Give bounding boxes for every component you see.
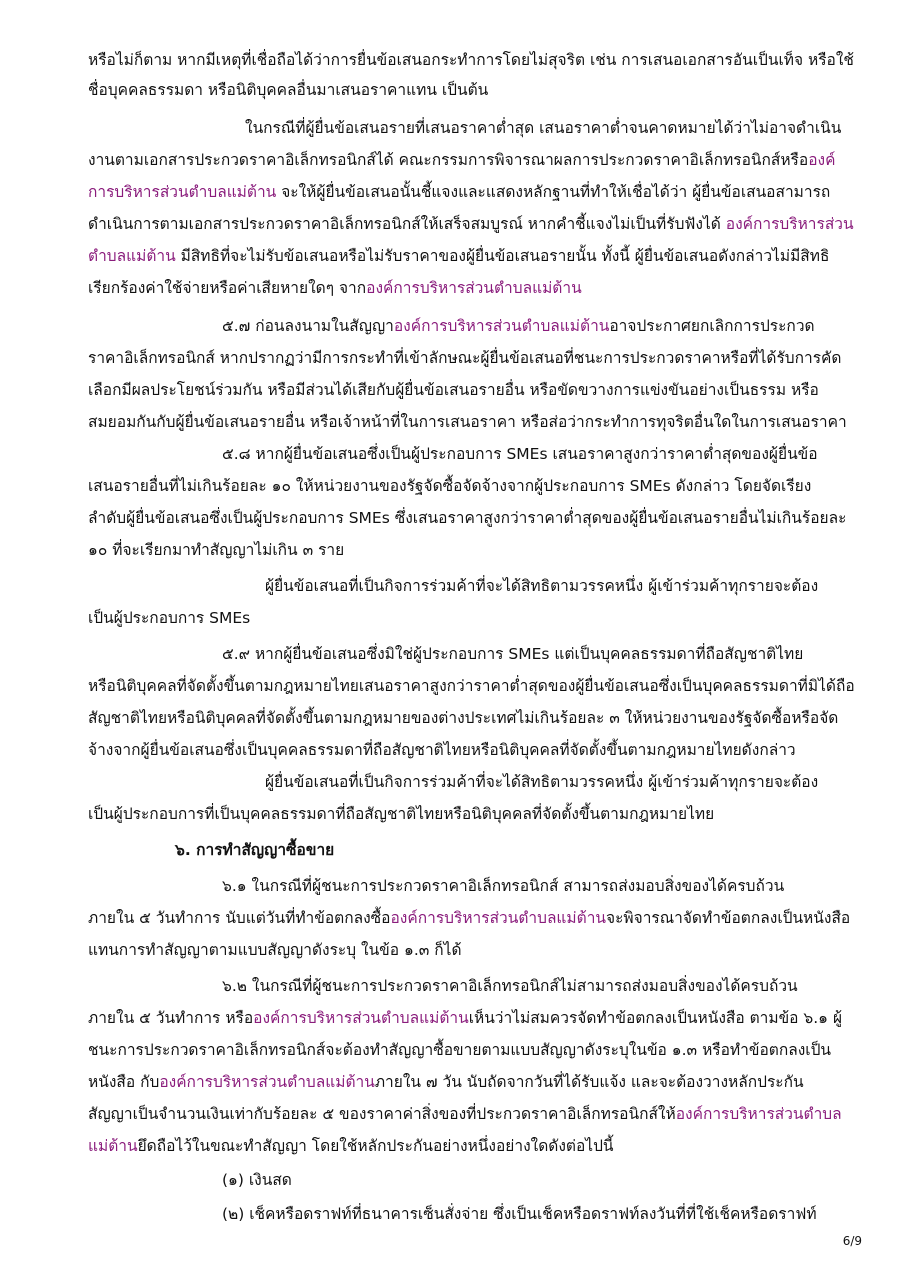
text-segment: (๑) เงินสด xyxy=(222,1171,292,1189)
text-line xyxy=(88,540,344,560)
text-line xyxy=(88,50,854,70)
text-segment: ชื่อบุคคลธรรมดา หรือนิติบุคคลอื่นมาเสนอราคาแทน เป็นต้น xyxy=(88,81,489,99)
text-line xyxy=(222,316,815,336)
text-line xyxy=(88,80,488,100)
text-segment: จ้างจากผู้ยื่นข้อเสนอซึ่งเป็นบุคคลธรรมดาที่ถือสัญชาติไทยหรือนิติบุคคลที่จัดตั้งขึ้นตามกฎหมายไทยดังกล่าว xyxy=(88,741,796,759)
text-line xyxy=(88,182,830,202)
org-name-highlight: องค์การบริหารส่วนตำบลแม่ต้าน xyxy=(253,1009,469,1027)
text-segment: สัญชาติไทยหรือนิติบุคคลที่จัดตั้งขึ้นตามกฎหมายของต่างประเทศไม่เกินร้อยละ ๓ ให้หน่วยงานของรัฐจัดซื้อหรือจัด xyxy=(88,709,839,727)
text-line xyxy=(88,804,714,824)
text-line xyxy=(222,644,803,664)
org-name-highlight: ตำบลแม่ต้าน xyxy=(88,247,176,265)
org-name-highlight: องค์การบริหารส่วนตำบลแม่ต้าน xyxy=(390,909,607,927)
text-segment: ๕.๙ หากผู้ยื่นข้อเสนอซึ่งมิใช่ผู้ประกอบการ SMEs แต่เป็นบุคคลธรรมดาที่ถือสัญชาติไทย xyxy=(222,645,804,663)
text-line xyxy=(88,278,582,298)
text-line xyxy=(88,246,829,266)
text-segment: ๕.๗ ก่อนลงนามในสัญญา xyxy=(222,317,394,335)
text-line xyxy=(88,940,462,960)
text-segment: หรือนิติบุคคลที่จัดตั้งขึ้นตามกฎหมายไทยเสนอราคาสูงกว่าราคาต่ำสุดของผู้ยื่นข้อเสนอซึ่งเป็นบุคคลธรรมดาที่มิได้ถือ xyxy=(88,677,855,695)
text-line xyxy=(88,676,855,696)
page-number: 6/9 xyxy=(842,1234,862,1248)
text-line xyxy=(222,444,818,464)
text-line xyxy=(88,1040,831,1060)
org-name-highlight: องค์การบริหารส่วนตำบลแม่ต้าน xyxy=(159,1073,375,1091)
text-segment: ภายใน ๗ วัน นับถัดจากวันที่ได้รับแจ้ง และจะต้องวางหลักประกัน xyxy=(374,1073,804,1091)
text-segment: สัญญาเป็นจำนวนเงินเท่ากับร้อยละ ๕ ของราคาค่าสิ่งของที่ประกวดราคาอิเล็กทรอนิกส์ให้ xyxy=(88,1105,676,1123)
text-line xyxy=(88,708,838,728)
text-segment: อาจประกาศยกเลิกการประกวด xyxy=(609,317,815,335)
text-segment: (๒) เช็คหรือดราฟท์ที่ธนาคารเซ็นสั่งจ่าย ซึ่งเป็นเช็คหรือดราฟท์ลงวันที่ที่ใช้เช็คหรือดราฟท์ xyxy=(222,1205,817,1223)
text-segment: หนังสือ กับ xyxy=(88,1073,160,1091)
text-line xyxy=(222,976,798,996)
text-segment: ดำเนินการตามเอกสารประกวดราคาอิเล็กทรอนิกส์ให้เสร็จสมบูรณ์ หากคำชี้แจงไม่เป็นที่รับฟังได้ xyxy=(88,215,726,233)
text-segment: ลำดับผู้ยื่นข้อเสนอซึ่งเป็นผู้ประกอบการ SMEs ซึ่งเสนอราคาสูงกว่าราคาต่ำสุดของผู้ยื่นข้อเสนอรายอื่นไม่เกินร้อยละ xyxy=(88,509,847,527)
text-segment: ๖.๒ ในกรณีที่ผู้ชนะการประกวดราคาอิเล็กทรอนิกส์ไม่สามารถส่งมอบสิ่งของได้ครบถ้วน xyxy=(222,977,798,995)
text-segment: ๖.๑ ในกรณีที่ผู้ชนะการประกวดราคาอิเล็กทรอนิกส์ สามารถส่งมอบสิ่งของได้ครบถ้วน xyxy=(222,877,785,895)
text-segment: ๕.๘ หากผู้ยื่นข้อเสนอซึ่งเป็นผู้ประกอบการ SMEs เสนอราคาสูงกว่าราคาต่ำสุดของผู้ยื่นข้อ xyxy=(222,445,818,463)
text-segment: เป็นผู้ประกอบการ SMEs xyxy=(88,609,251,627)
org-name-highlight: แม่ต้าน xyxy=(88,1137,138,1155)
text-segment: สมยอมกันกับผู้ยื่นข้อเสนอรายอื่น หรือเจ้าหน้าที่ในการเสนอราคา หรือส่อว่ากระทำการทุจริตอื่นใดในการเสนอราคา xyxy=(88,413,847,431)
text-segment: ในกรณีที่ผู้ยื่นข้อเสนอรายที่เสนอราคาต่ำสุด เสนอราคาต่ำจนคาดหมายได้ว่าไม่อาจดำเนิน xyxy=(245,119,842,137)
text-segment: จะพิจารณาจัดทำข้อตกลงเป็นหนังสือ xyxy=(606,909,851,927)
text-segment: ภายใน ๕ วันทำการ หรือ xyxy=(88,1009,254,1027)
text-line xyxy=(88,508,846,528)
text-line xyxy=(88,348,841,368)
org-name-highlight: การบริหารส่วนตำบลแม่ต้าน xyxy=(88,183,277,201)
org-name-highlight: องค์การบริหารส่วนตำบลแม่ต้าน xyxy=(393,317,610,335)
text-line xyxy=(88,740,796,760)
text-line xyxy=(88,1104,842,1124)
text-line xyxy=(88,908,850,928)
text-segment: งานตามเอกสารประกวดราคาอิเล็กทรอนิกส์ได้ คณะกรรมการพิจารณาผลการประกวดราคาอิเล็กทรอนิกส์หรือ xyxy=(88,151,809,169)
text-line xyxy=(88,1072,804,1092)
text-line xyxy=(88,1008,842,1028)
text-segment: หรือไม่ก็ตาม หากมีเหตุที่เชื่อถือได้ว่าการยื่นข้อเสนอกระทำการโดยไม่สุจริต เช่น การเสนอเอกสารอันเป็นเท็จ หรือใช้ xyxy=(88,51,854,69)
text-segment: เสนอรายอื่นที่ไม่เกินร้อยละ ๑๐ ให้หน่วยงานของรัฐจัดซื้อจัดจ้างจากผู้ประกอบการ SMEs ดังกล่าว โดยจัดเรียง xyxy=(88,477,812,495)
text-segment: เห็นว่าไม่สมควรจัดทำข้อตกลงเป็นหนังสือ ตามข้อ ๖.๑ ผู้ xyxy=(468,1009,843,1027)
text-segment: แทนการทำสัญญาตามแบบสัญญาดังระบุ ในข้อ ๑.๓ ก็ได้ xyxy=(88,941,462,959)
text-segment: จะให้ผู้ยื่นข้อเสนอนั้นชี้แจงและแสดงหลักฐานที่ทำให้เชื่อได้ว่า ผู้ยื่นข้อเสนอสามารถ xyxy=(276,183,831,201)
text-line xyxy=(222,1170,292,1190)
section-heading: ๖. การทำสัญญาซื้อขาย xyxy=(175,841,335,859)
text-line xyxy=(222,876,784,896)
org-name-highlight: องค์การบริหารส่วน xyxy=(725,215,854,233)
text-segment: เรียกร้องค่าใช้จ่ายหรือค่าเสียหายใดๆ จาก xyxy=(88,279,367,297)
text-segment: ราคาอิเล็กทรอนิกส์ หากปรากฏว่ามีการกระทำที่เข้าลักษณะผู้ยื่นข้อเสนอที่ชนะการประกวดราคาหรือที่ได้รับการคัด xyxy=(88,349,842,367)
text-line xyxy=(88,476,811,496)
text-segment: ผู้ยื่นข้อเสนอที่เป็นกิจการร่วมค้าที่จะได้สิทธิตามวรรคหนึ่ง ผู้เข้าร่วมค้าทุกรายจะต้อง xyxy=(265,577,819,595)
text-line xyxy=(175,840,334,860)
text-line xyxy=(265,772,818,792)
org-name-highlight: องค์การบริหารส่วนตำบลแม่ต้าน xyxy=(366,279,582,297)
org-name-highlight: องค์การบริหารส่วนตำบล xyxy=(675,1105,842,1123)
text-segment: ชนะการประกวดราคาอิเล็กทรอนิกส์จะต้องทำสัญญาซื้อขายตามแบบสัญญาดังระบุในข้อ ๑.๓ หรือทำข้อตกลงเป็น xyxy=(88,1041,832,1059)
text-segment: ยึดถือไว้ในขณะทำสัญญา โดยใช้หลักประกันอย่างหนึ่งอย่างใดดังต่อไปนี้ xyxy=(137,1137,614,1155)
text-line xyxy=(88,214,854,234)
text-line xyxy=(88,1136,614,1156)
text-segment: ภายใน ๕ วันทำการ นับแต่วันที่ทำข้อตกลงซื้อ xyxy=(88,909,391,927)
text-line xyxy=(88,412,847,432)
text-line xyxy=(88,380,819,400)
text-segment: เป็นผู้ประกอบการที่เป็นบุคคลธรรมดาที่ถือสัญชาติไทยหรือนิติบุคคลที่จัดตั้งขึ้นตามกฎหมายไทย xyxy=(88,805,715,823)
text-line xyxy=(88,608,250,628)
text-line xyxy=(265,576,818,596)
org-name-highlight: องค์ xyxy=(808,151,836,169)
text-segment: เลือกมีผลประโยชน์ร่วมกัน หรือมีส่วนได้เสียกับผู้ยื่นข้อเสนอรายอื่น หรือขัดขวางการแข่งขันอย่างเป็นธรรม หรือ xyxy=(88,381,819,399)
text-line xyxy=(88,150,835,170)
text-line xyxy=(222,1204,817,1224)
text-line xyxy=(245,118,841,138)
text-segment: ผู้ยื่นข้อเสนอที่เป็นกิจการร่วมค้าที่จะได้สิทธิตามวรรคหนึ่ง ผู้เข้าร่วมค้าทุกรายจะต้อง xyxy=(265,773,819,791)
text-segment: ๑๐ ที่จะเรียกมาทำสัญญาไม่เกิน ๓ ราย xyxy=(88,541,345,559)
text-segment: มีสิทธิที่จะไม่รับข้อเสนอหรือไม่รับราคาของผู้ยื่นข้อเสนอรายนั้น ทั้งนี้ ผู้ยื่นข้อเสนอดังกล่าวไม่มีสิทธิ xyxy=(175,247,830,265)
